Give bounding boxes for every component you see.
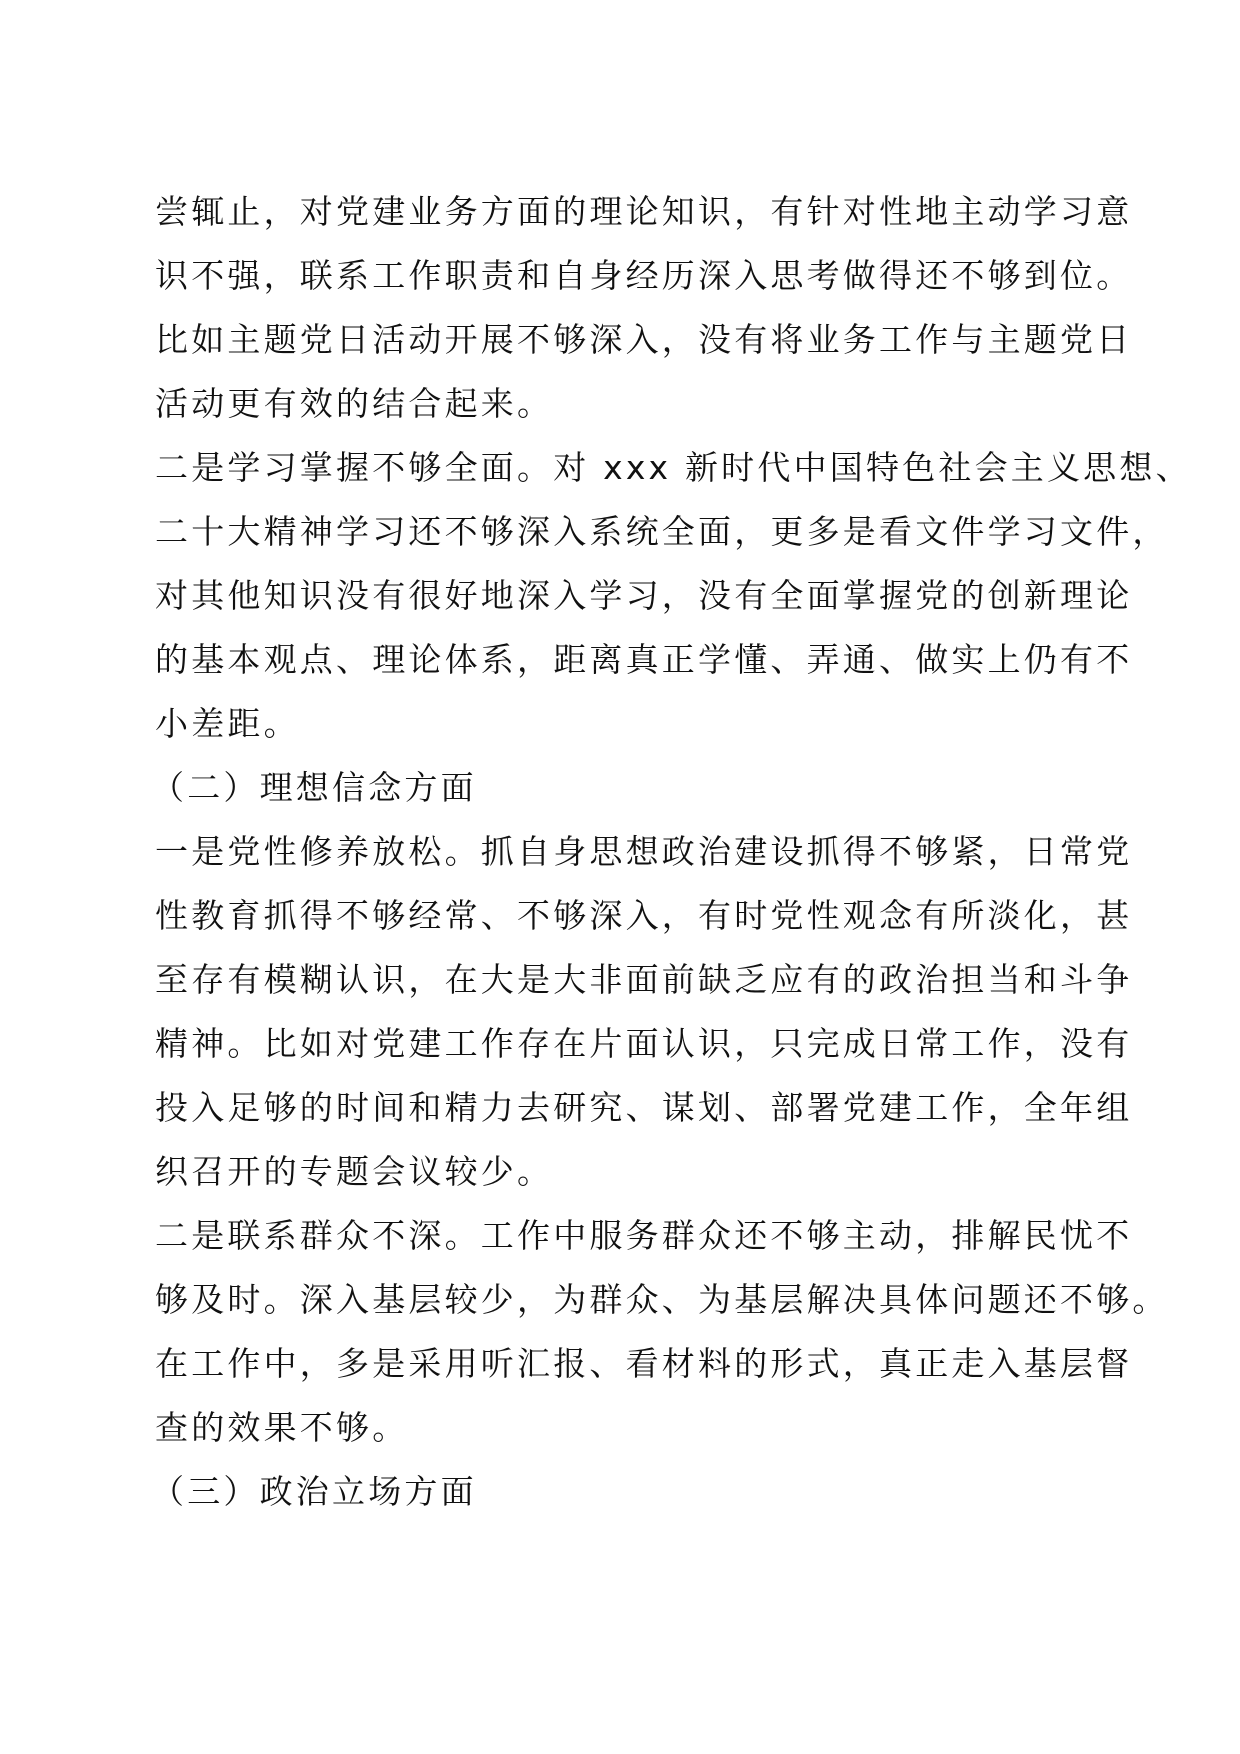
body-line: 够及时。深入基层较少，为群众、为基层解决具体问题还不够。: [155, 1280, 1169, 1319]
body-line: 一是党性修养放松。抓自身思想政治建设抓得不够紧，日常党: [155, 832, 1133, 871]
body-line: 精神。比如对党建工作存在片面认识，只完成日常工作，没有: [155, 1024, 1133, 1063]
body-line: 活动更有效的结合起来。: [155, 384, 554, 423]
section-heading: （二）理想信念方面: [151, 768, 477, 807]
body-line: 尝辄止，对党建业务方面的理论知识，有针对性地主动学习意: [155, 192, 1133, 231]
document-body: [151, 180, 1192, 1524]
body-line: 查的效果不够。: [155, 1408, 409, 1447]
body-line: 在工作中，多是采用听汇报、看材料的形式，真正走入基层督: [155, 1344, 1133, 1383]
body-line: 识不强，联系工作职责和自身经历深入思考做得还不够到位。: [155, 256, 1133, 295]
body-line: 的基本观点、理论体系，距离真正学懂、弄通、做实上仍有不: [155, 640, 1133, 679]
section-heading: （三）政治立场方面: [151, 1472, 477, 1511]
body-line: 小差距。: [155, 704, 300, 743]
body-line: 至存有模糊认识，在大是大非面前缺乏应有的政治担当和斗争: [155, 960, 1133, 999]
body-line: 性教育抓得不够经常、不够深入，有时党性观念有所淡化，甚: [155, 896, 1133, 935]
body-line: 二是学习掌握不够全面。对 xxx 新时代中国特色社会主义思想、: [155, 448, 1192, 487]
body-line: 二是联系群众不深。工作中服务群众还不够主动，排解民忧不: [155, 1216, 1133, 1255]
body-line: 织召开的专题会议较少。: [155, 1152, 554, 1191]
body-line: 比如主题党日活动开展不够深入，没有将业务工作与主题党日: [155, 320, 1133, 359]
body-line: 二十大精神学习还不够深入系统全面，更多是看文件学习文件，: [155, 512, 1169, 551]
body-line: 投入足够的时间和精力去研究、谋划、部署党建工作，全年组: [155, 1088, 1133, 1127]
body-line: 对其他知识没有很好地深入学习，没有全面掌握党的创新理论: [155, 576, 1133, 615]
